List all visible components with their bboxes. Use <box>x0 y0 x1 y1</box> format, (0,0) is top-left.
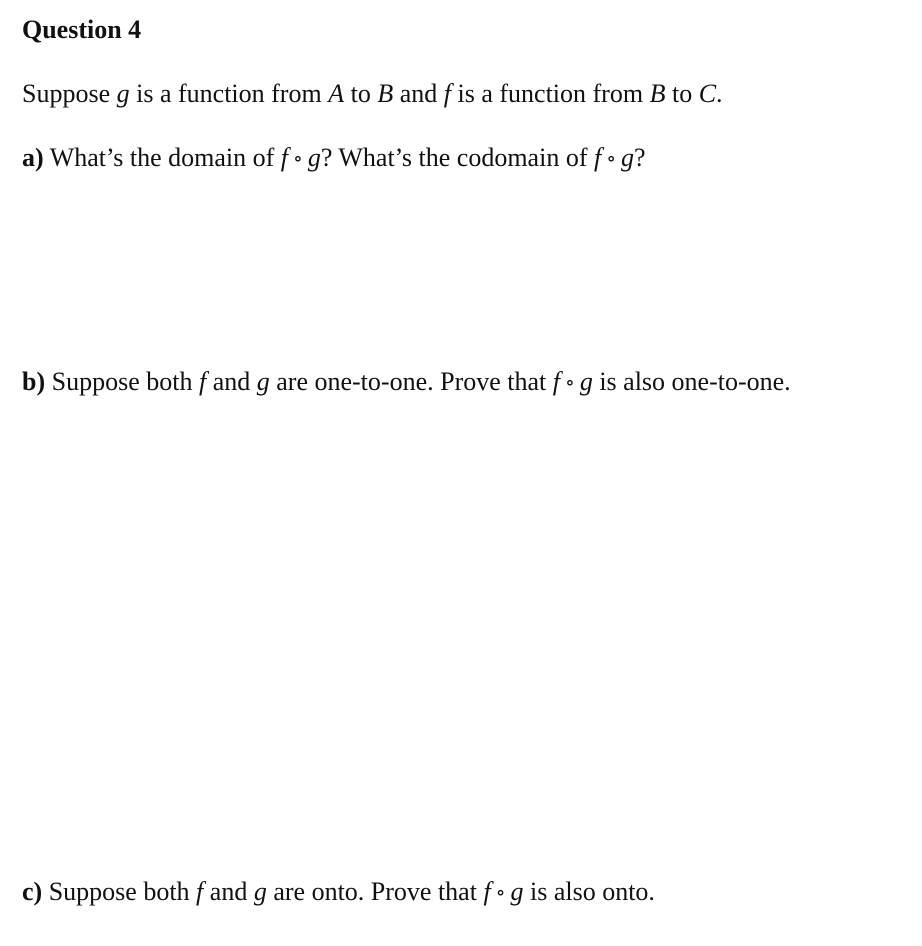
intro-text: is a function from <box>451 79 650 108</box>
math-A: A <box>328 79 345 108</box>
intro-text: is a function from <box>129 79 329 108</box>
part-b-text: and <box>206 367 257 396</box>
part-b-text: Suppose both <box>45 367 199 396</box>
part-c-text: and <box>203 877 254 906</box>
part-c-text: is also onto. <box>523 877 655 906</box>
part-c-text: Suppose both <box>42 877 197 906</box>
part-b-label: b) <box>22 367 46 396</box>
math-f: f <box>443 79 451 108</box>
question-title: Question 4 <box>22 15 142 44</box>
part-b-text: is also one-to-one. <box>592 367 791 396</box>
math-f: f <box>483 877 491 906</box>
part-c-text: are onto. Prove that <box>266 877 484 906</box>
math-g: g <box>510 877 524 906</box>
math-C: C <box>698 79 717 108</box>
part-a-text: What’s the domain of <box>43 143 281 172</box>
part-c-question <box>22 876 655 910</box>
math-g: g <box>579 367 593 396</box>
part-c-label: c) <box>22 877 43 906</box>
math-B: B <box>649 79 666 108</box>
math-f: f <box>552 367 560 396</box>
intro-text: Suppose <box>22 79 117 108</box>
compose-operator: ∘ <box>288 148 308 170</box>
compose-operator: ∘ <box>490 882 511 904</box>
part-a-text: ? <box>634 143 646 172</box>
part-b-question <box>22 366 791 400</box>
math-g: g <box>307 143 321 172</box>
math-g: g <box>256 367 270 396</box>
intro-statement <box>22 78 723 110</box>
math-B: B <box>377 79 394 108</box>
part-a-text: ? What’s the codomain of <box>320 143 594 172</box>
math-f: f <box>280 143 288 172</box>
math-f: f <box>198 367 207 396</box>
part-a-label: a) <box>22 143 44 172</box>
part-b-text: are one-to-one. Prove that <box>269 367 553 396</box>
intro-text: to <box>665 79 699 108</box>
math-f: f <box>593 143 602 172</box>
intro-text: and <box>393 79 444 108</box>
compose-operator: ∘ <box>601 148 622 170</box>
math-g: g <box>253 877 267 906</box>
compose-operator: ∘ <box>560 372 580 394</box>
intro-text: . <box>716 79 723 108</box>
math-f: f <box>196 877 204 906</box>
math-g: g <box>621 143 635 172</box>
part-a-question <box>22 142 646 176</box>
intro-text: to <box>344 79 378 108</box>
math-g: g <box>116 79 130 108</box>
